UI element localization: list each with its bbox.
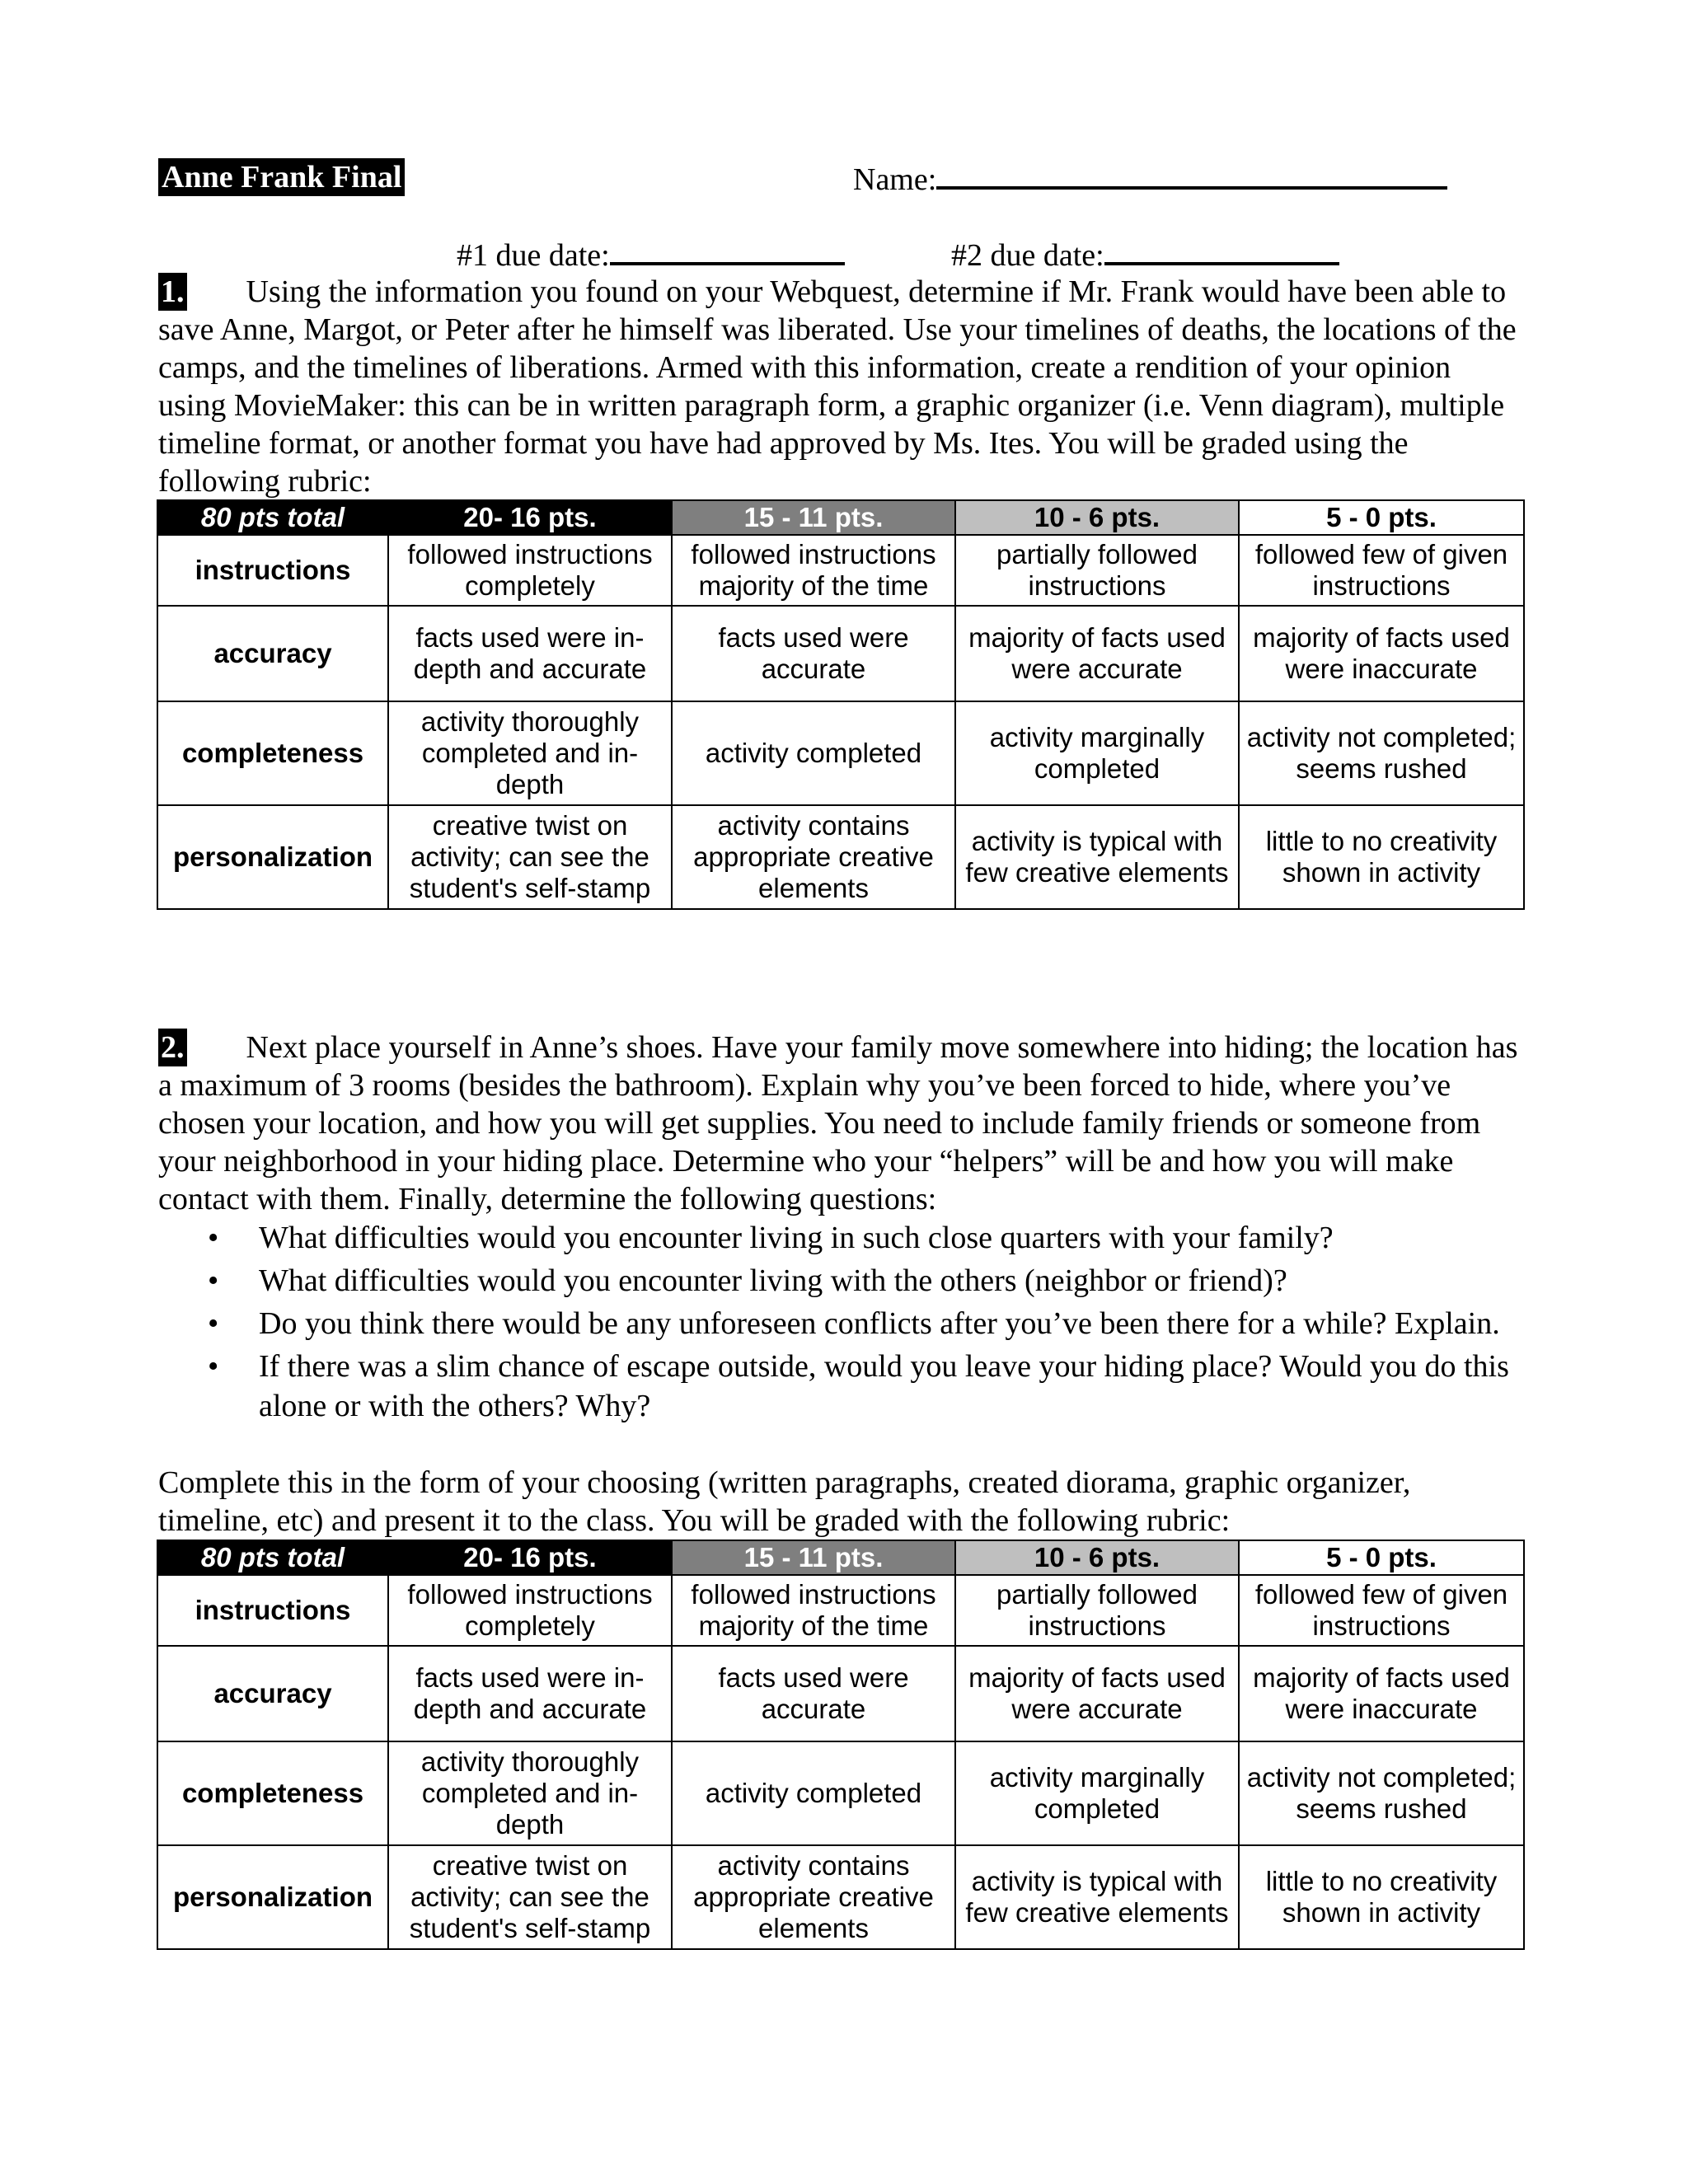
due-date-2-blank [1104, 234, 1339, 265]
list-item-text: What difficulties would you encounter living in such close quarters with your family? [259, 1221, 1334, 1255]
question-1 [158, 273, 1520, 500]
list-item [158, 1304, 1520, 1343]
rubric-cell: activity contains appropriate creative elements [672, 1845, 955, 1949]
due-date-1-label: #1 due date: [457, 238, 610, 273]
question-2-closing: Complete this in the form of your choosing (written paragraphs, created diorama, graphic organizer, timeline, etc) and present it to the class. You will be graded with the following rubric: [158, 1465, 1411, 1538]
name-label: Name: [853, 162, 937, 197]
bullet-icon: • [208, 1349, 219, 1384]
rubric-header-row [157, 500, 1524, 535]
question-1-number: 1. [158, 273, 187, 311]
rubric-row-accuracy [157, 1646, 1524, 1741]
rubric-cell: activity thoroughly completed and in-depth [388, 701, 672, 805]
rubric-header-10-6: 10 - 6 pts. [955, 500, 1239, 535]
rubric-cell: activity not completed; seems rushed [1239, 701, 1524, 805]
rubric-table-1 [157, 499, 1525, 910]
question-2 [158, 1029, 1520, 1218]
rubric-cell: facts used were in-depth and accurate [388, 606, 672, 701]
rubric-cell: little to no creativity shown in activity [1239, 805, 1524, 909]
list-item [158, 1261, 1520, 1301]
rubric-cell: facts used were accurate [672, 606, 955, 701]
rubric-cell: activity marginally completed [955, 701, 1239, 805]
rubric-criterion: completeness [157, 1741, 388, 1845]
question-1-text: Using the information you found on your Webquest, determine if Mr. Frank would have been able to save Anne, Margot, or Peter after he himself was liberated. Use your timelines of deaths, the locations of the camps, and the timelines of liberations. Armed with this information, create a rendition of your opinion using MovieMaker: this can be in written paragraph form, a graphic organizer (i.e. Venn diagram), multiple timeline format, or another format you have had approved by Ms. Ites. You will be graded using the following rubric: [158, 274, 1517, 499]
rubric-header-15-11: 15 - 11 pts. [672, 1540, 955, 1575]
rubric-cell: majority of facts used were inaccurate [1239, 1646, 1524, 1741]
rubric-cell: followed instructions majority of the time [672, 535, 955, 606]
due-date-1-field [457, 234, 845, 272]
rubric-header-total: 80 pts total [157, 500, 388, 535]
bullet-icon: • [208, 1221, 219, 1255]
list-item [158, 1347, 1520, 1426]
list-item-text: What difficulties would you encounter living with the others (neighbor or friend)? [259, 1263, 1287, 1298]
rubric-row-personalization [157, 1845, 1524, 1949]
rubric-table-2 [157, 1540, 1525, 1950]
rubric-cell: partially followed instructions [955, 1575, 1239, 1646]
rubric-header-20-16: 20- 16 pts. [388, 500, 672, 535]
rubric-criterion: personalization [157, 1845, 388, 1949]
rubric-row-completeness [157, 701, 1524, 805]
rubric-cell: followed few of given instructions [1239, 535, 1524, 606]
rubric-criterion: instructions [157, 535, 388, 606]
rubric-cell: partially followed instructions [955, 535, 1239, 606]
due-date-2-label: #2 due date: [951, 238, 1104, 273]
rubric-header-5-0: 5 - 0 pts. [1239, 500, 1524, 535]
rubric-cell: majority of facts used were accurate [955, 606, 1239, 701]
rubric-row-instructions [157, 535, 1524, 606]
rubric-row-completeness [157, 1741, 1524, 1845]
rubric-cell: majority of facts used were accurate [955, 1646, 1239, 1741]
document-title: Anne Frank Final [158, 158, 405, 196]
rubric-cell: activity is typical with few creative elements [955, 1845, 1239, 1949]
rubric-cell: activity is typical with few creative elements [955, 805, 1239, 909]
rubric-cell: facts used were in-depth and accurate [388, 1646, 672, 1741]
list-item-text: Do you think there would be any unforeseen conflicts after you’ve been there for a while? Explain. [259, 1306, 1500, 1341]
name-blank [936, 158, 1447, 190]
rubric-criterion: accuracy [157, 606, 388, 701]
rubric-cell: followed few of given instructions [1239, 1575, 1524, 1646]
rubric-header-20-16: 20- 16 pts. [388, 1540, 672, 1575]
rubric-row-personalization [157, 805, 1524, 909]
list-item [158, 1218, 1520, 1258]
rubric-row-instructions [157, 1575, 1524, 1646]
question-2-bullet-list [158, 1218, 1520, 1429]
question-2-text: Next place yourself in Anne’s shoes. Have your family move somewhere into hiding; the location has a maximum of 3 rooms (besides the bathroom). Explain why you’ve been forced to hide, where you’ve chosen your location, and how you will get supplies. You need to include family friends or someone from your neighborhood in your hiding place. Determine who your “helpers” will be and how you will make contact with them. Finally, determine the following questions: [158, 1030, 1518, 1216]
due-date-1-blank [610, 234, 845, 265]
rubric-cell: creative twist on activity; can see the student's self-stamp [388, 1845, 672, 1949]
due-date-2-field [951, 234, 1339, 272]
rubric-header-10-6: 10 - 6 pts. [955, 1540, 1239, 1575]
rubric-cell: followed instructions completely [388, 535, 672, 606]
question-2-number: 2. [158, 1029, 187, 1066]
rubric-cell: activity completed [672, 1741, 955, 1845]
rubric-cell: majority of facts used were inaccurate [1239, 606, 1524, 701]
rubric-header-5-0: 5 - 0 pts. [1239, 1540, 1524, 1575]
rubric-criterion: accuracy [157, 1646, 388, 1741]
rubric-header-15-11: 15 - 11 pts. [672, 500, 955, 535]
rubric-row-accuracy [157, 606, 1524, 701]
list-item-text: If there was a slim chance of escape outside, would you leave your hiding place? Would you do this alone or with the others? Why? [259, 1349, 1509, 1423]
rubric-cell: followed instructions majority of the time [672, 1575, 955, 1646]
rubric-criterion: personalization [157, 805, 388, 909]
rubric-header-row [157, 1540, 1524, 1575]
rubric-cell: activity thoroughly completed and in-depth [388, 1741, 672, 1845]
rubric-cell: activity contains appropriate creative elements [672, 805, 955, 909]
rubric-cell: activity marginally completed [955, 1741, 1239, 1845]
bullet-icon: • [208, 1306, 219, 1341]
name-field [853, 158, 1447, 196]
rubric-cell: facts used were accurate [672, 1646, 955, 1741]
rubric-cell: little to no creativity shown in activity [1239, 1845, 1524, 1949]
rubric-cell: activity not completed; seems rushed [1239, 1741, 1524, 1845]
rubric-criterion: instructions [157, 1575, 388, 1646]
rubric-cell: creative twist on activity; can see the student's self-stamp [388, 805, 672, 909]
rubric-cell: activity completed [672, 701, 955, 805]
rubric-header-total: 80 pts total [157, 1540, 388, 1575]
rubric-cell: followed instructions completely [388, 1575, 672, 1646]
rubric-criterion: completeness [157, 701, 388, 805]
bullet-icon: • [208, 1263, 219, 1298]
